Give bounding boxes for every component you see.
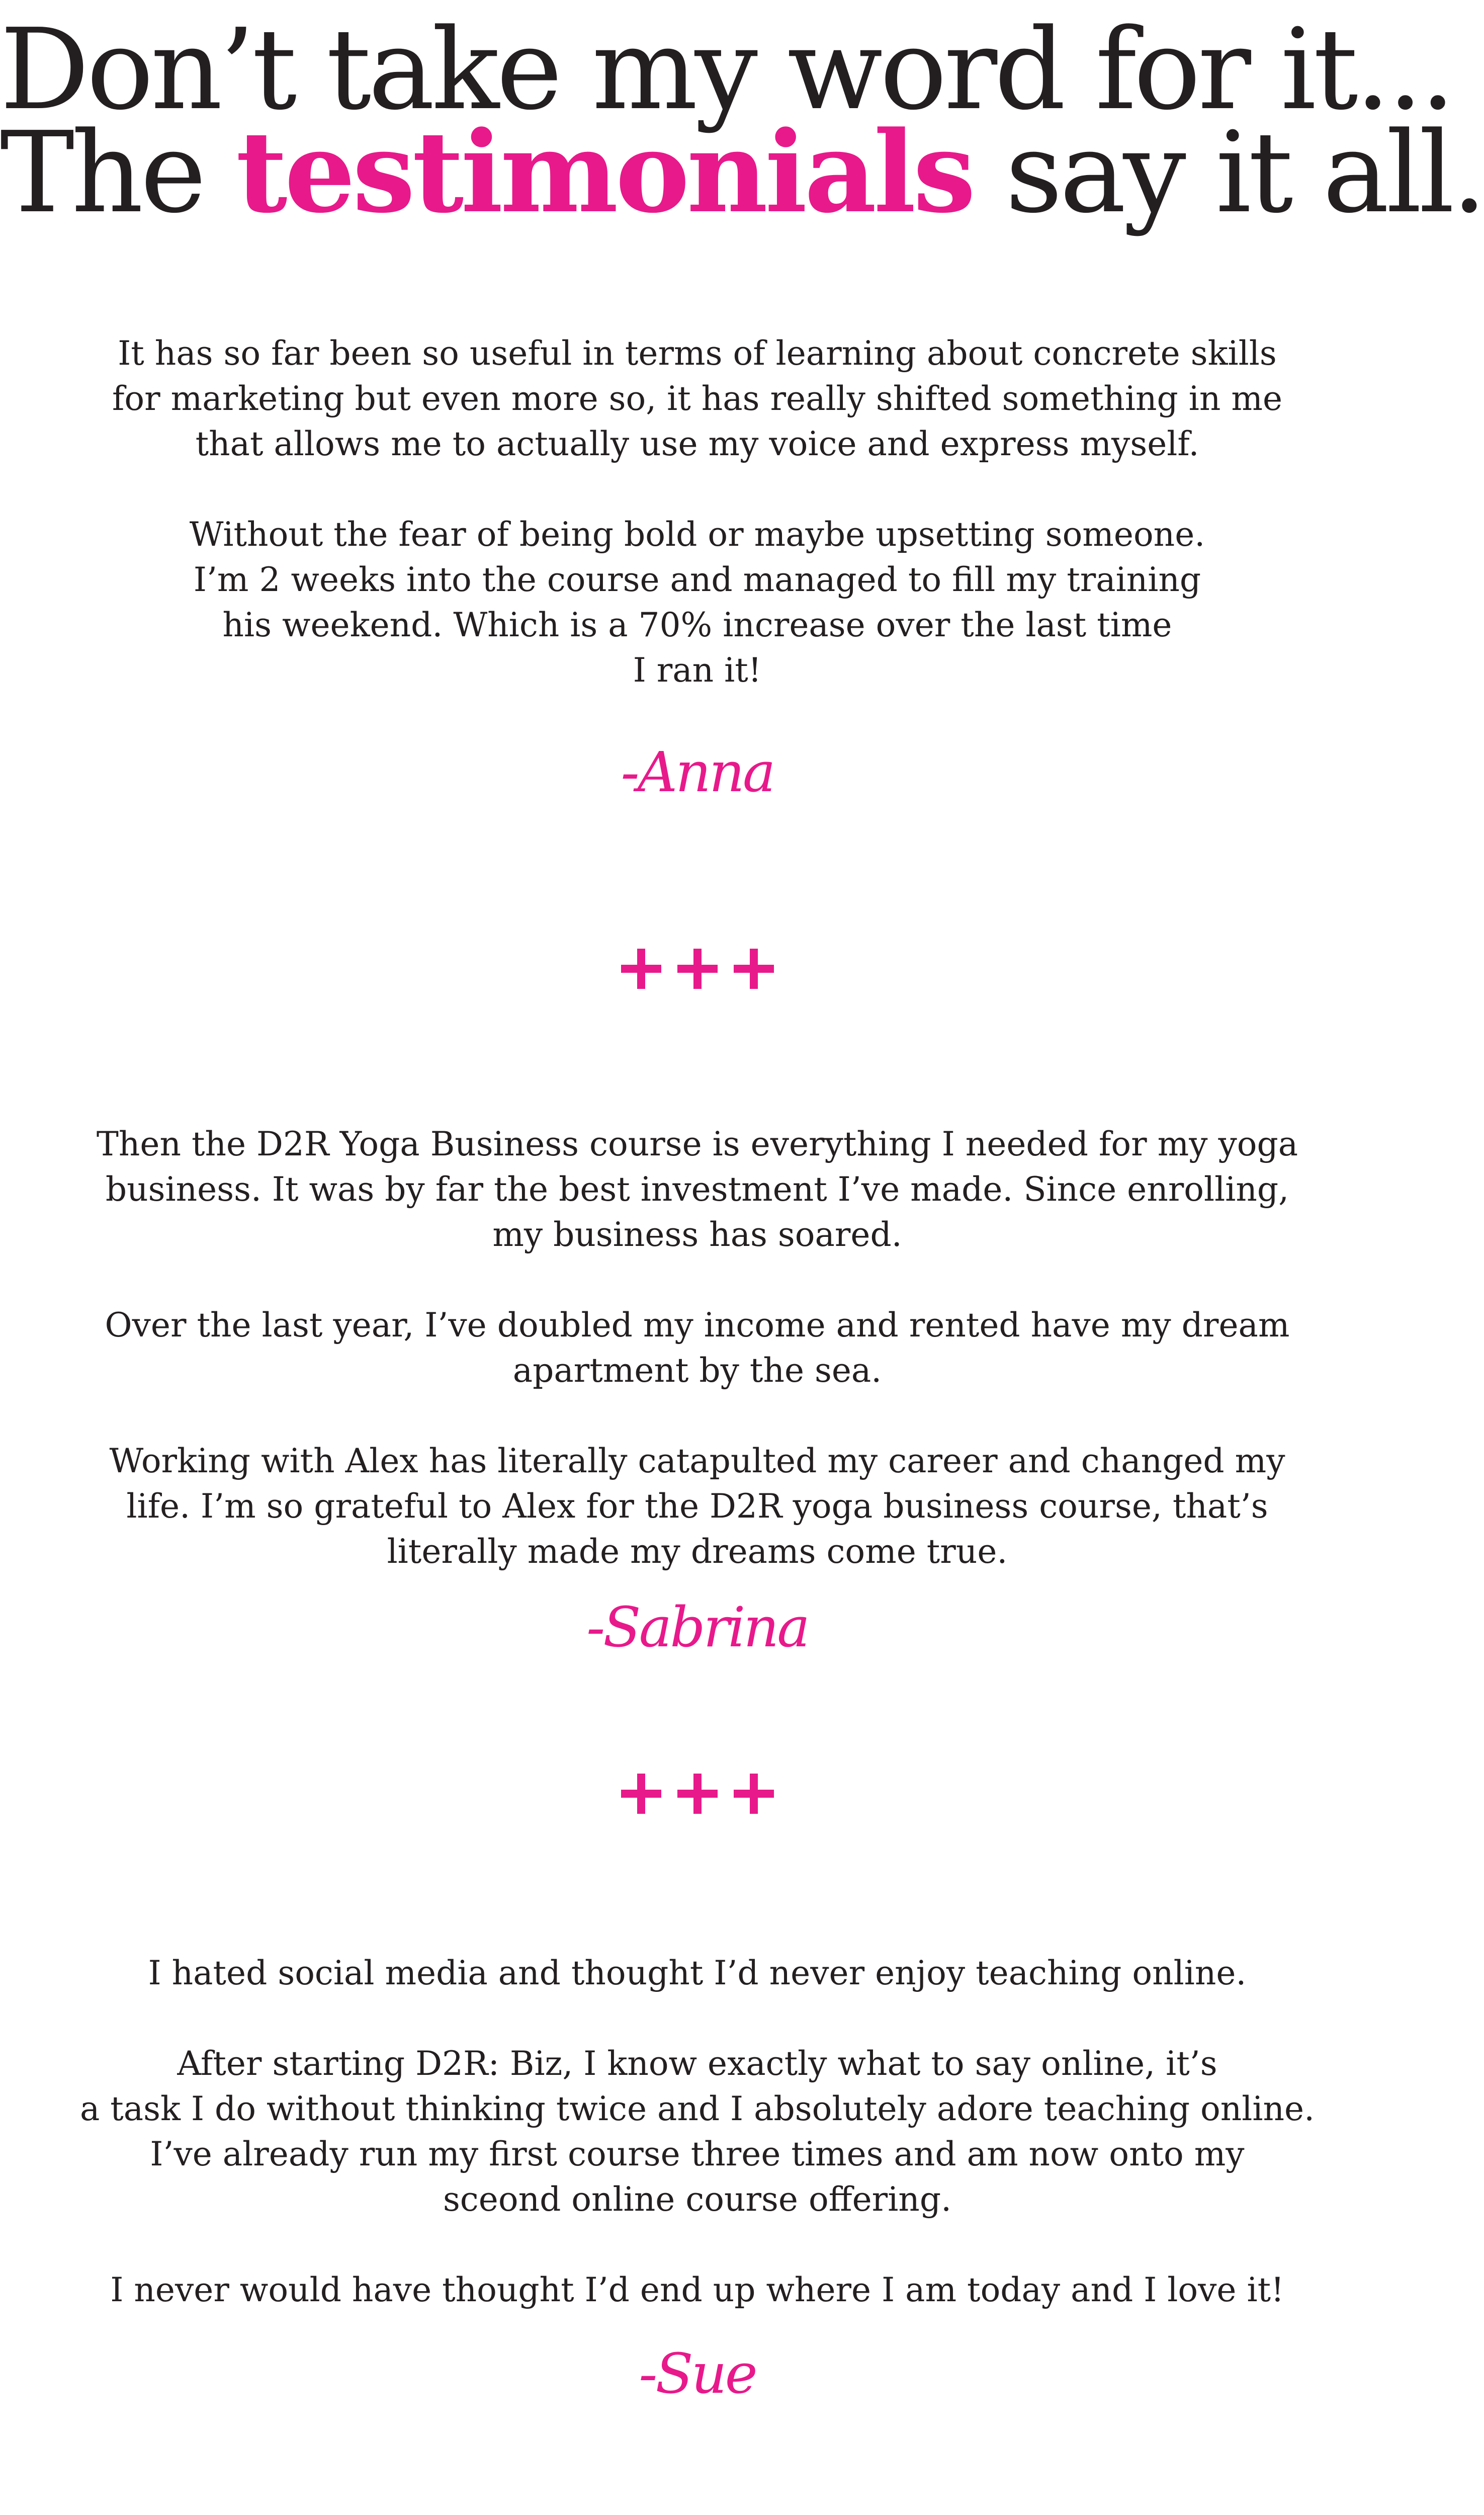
testimonial-line: life. I’m so grateful to Alex for the D2R yoga business course, that’s — [126, 1487, 1268, 1526]
testimonial-line: apartment by the sea. — [512, 1351, 882, 1390]
testimonial-line: Then the D2R Yoga Business course is everything I needed for my yoga — [96, 1125, 1298, 1163]
headline-text-2-after: say it all. — [973, 108, 1484, 238]
headline-text-2-before: The — [0, 108, 236, 238]
testimonial-line: I’ve already run my first course three times and am now onto my — [150, 2135, 1245, 2173]
testimonial-line: After starting D2R: Biz, I know exactly what to say online, it’s — [177, 2044, 1217, 2083]
testimonial-line: I’m 2 weeks into the course and managed to fill my training — [193, 560, 1201, 599]
testimonial-1-signature: -Anna — [621, 740, 774, 804]
testimonial-line: for marketing but even more so, it has really shifted something in me — [112, 379, 1283, 418]
plus-icon — [734, 1774, 774, 1814]
testimonial-line: a task I do without thinking twice and I absolutely adore teaching online. — [79, 2089, 1315, 2128]
testimonial-2-paragraph-1 — [0, 1122, 1394, 1258]
headline-accent-testimonials: testimonials — [236, 107, 973, 238]
testimonial-line: my business has soared. — [492, 1215, 902, 1254]
testimonial-2-signature: -Sabrina — [586, 1595, 808, 1659]
testimonial-line: business. It was by far the best investment I’ve made. Since enrolling, — [105, 1170, 1289, 1209]
testimonial-line: I hated social media and thought I’d never enjoy teaching online. — [148, 1954, 1247, 1992]
testimonial-line: his weekend. Which is a 70% increase over the last time — [222, 606, 1172, 644]
testimonial-line: It has so far been so useful in terms of learning about concrete skills — [118, 334, 1277, 373]
testimonial-line: literally made my dreams come true. — [387, 1532, 1008, 1571]
testimonial-line: Working with Alex has literally catapulted my career and changed my — [109, 1442, 1285, 1480]
testimonial-3-paragraph-3 — [0, 2268, 1394, 2313]
testimonial-3-signature: -Sue — [639, 2341, 756, 2406]
testimonial-3-paragraph-1 — [0, 1951, 1394, 1996]
plus-icon — [677, 949, 718, 989]
testimonial-line: that allows me to actually use my voice and express myself. — [195, 425, 1199, 463]
testimonial-3-paragraph-2 — [0, 2041, 1394, 2222]
testimonial-line: Without the fear of being bold or maybe upsetting someone. — [189, 515, 1205, 554]
testimonial-line: I ran it! — [633, 651, 762, 690]
plus-icon — [621, 949, 661, 989]
plus-divider-1 — [0, 949, 1394, 989]
plus-divider-2 — [0, 1774, 1394, 1814]
headline-text-1: Don’t take my word for it... — [0, 5, 1453, 135]
testimonial-1-paragraph-2 — [0, 512, 1394, 693]
testimonial-line: Over the last year, I’ve doubled my income and rented have my dream — [105, 1306, 1290, 1345]
plus-icon — [734, 949, 774, 989]
testimonial-2-paragraph-2 — [0, 1303, 1394, 1393]
testimonial-line: I never would have thought I’d end up where I am today and I love it! — [110, 2271, 1284, 2309]
plus-icon — [621, 1774, 661, 1814]
testimonial-1-paragraph-1 — [0, 331, 1394, 467]
testimonial-line: sceond online course offering. — [443, 2180, 952, 2219]
testimonial-2-paragraph-3 — [0, 1439, 1394, 1574]
headline-line-2 — [0, 107, 1484, 238]
plus-icon — [677, 1774, 718, 1814]
